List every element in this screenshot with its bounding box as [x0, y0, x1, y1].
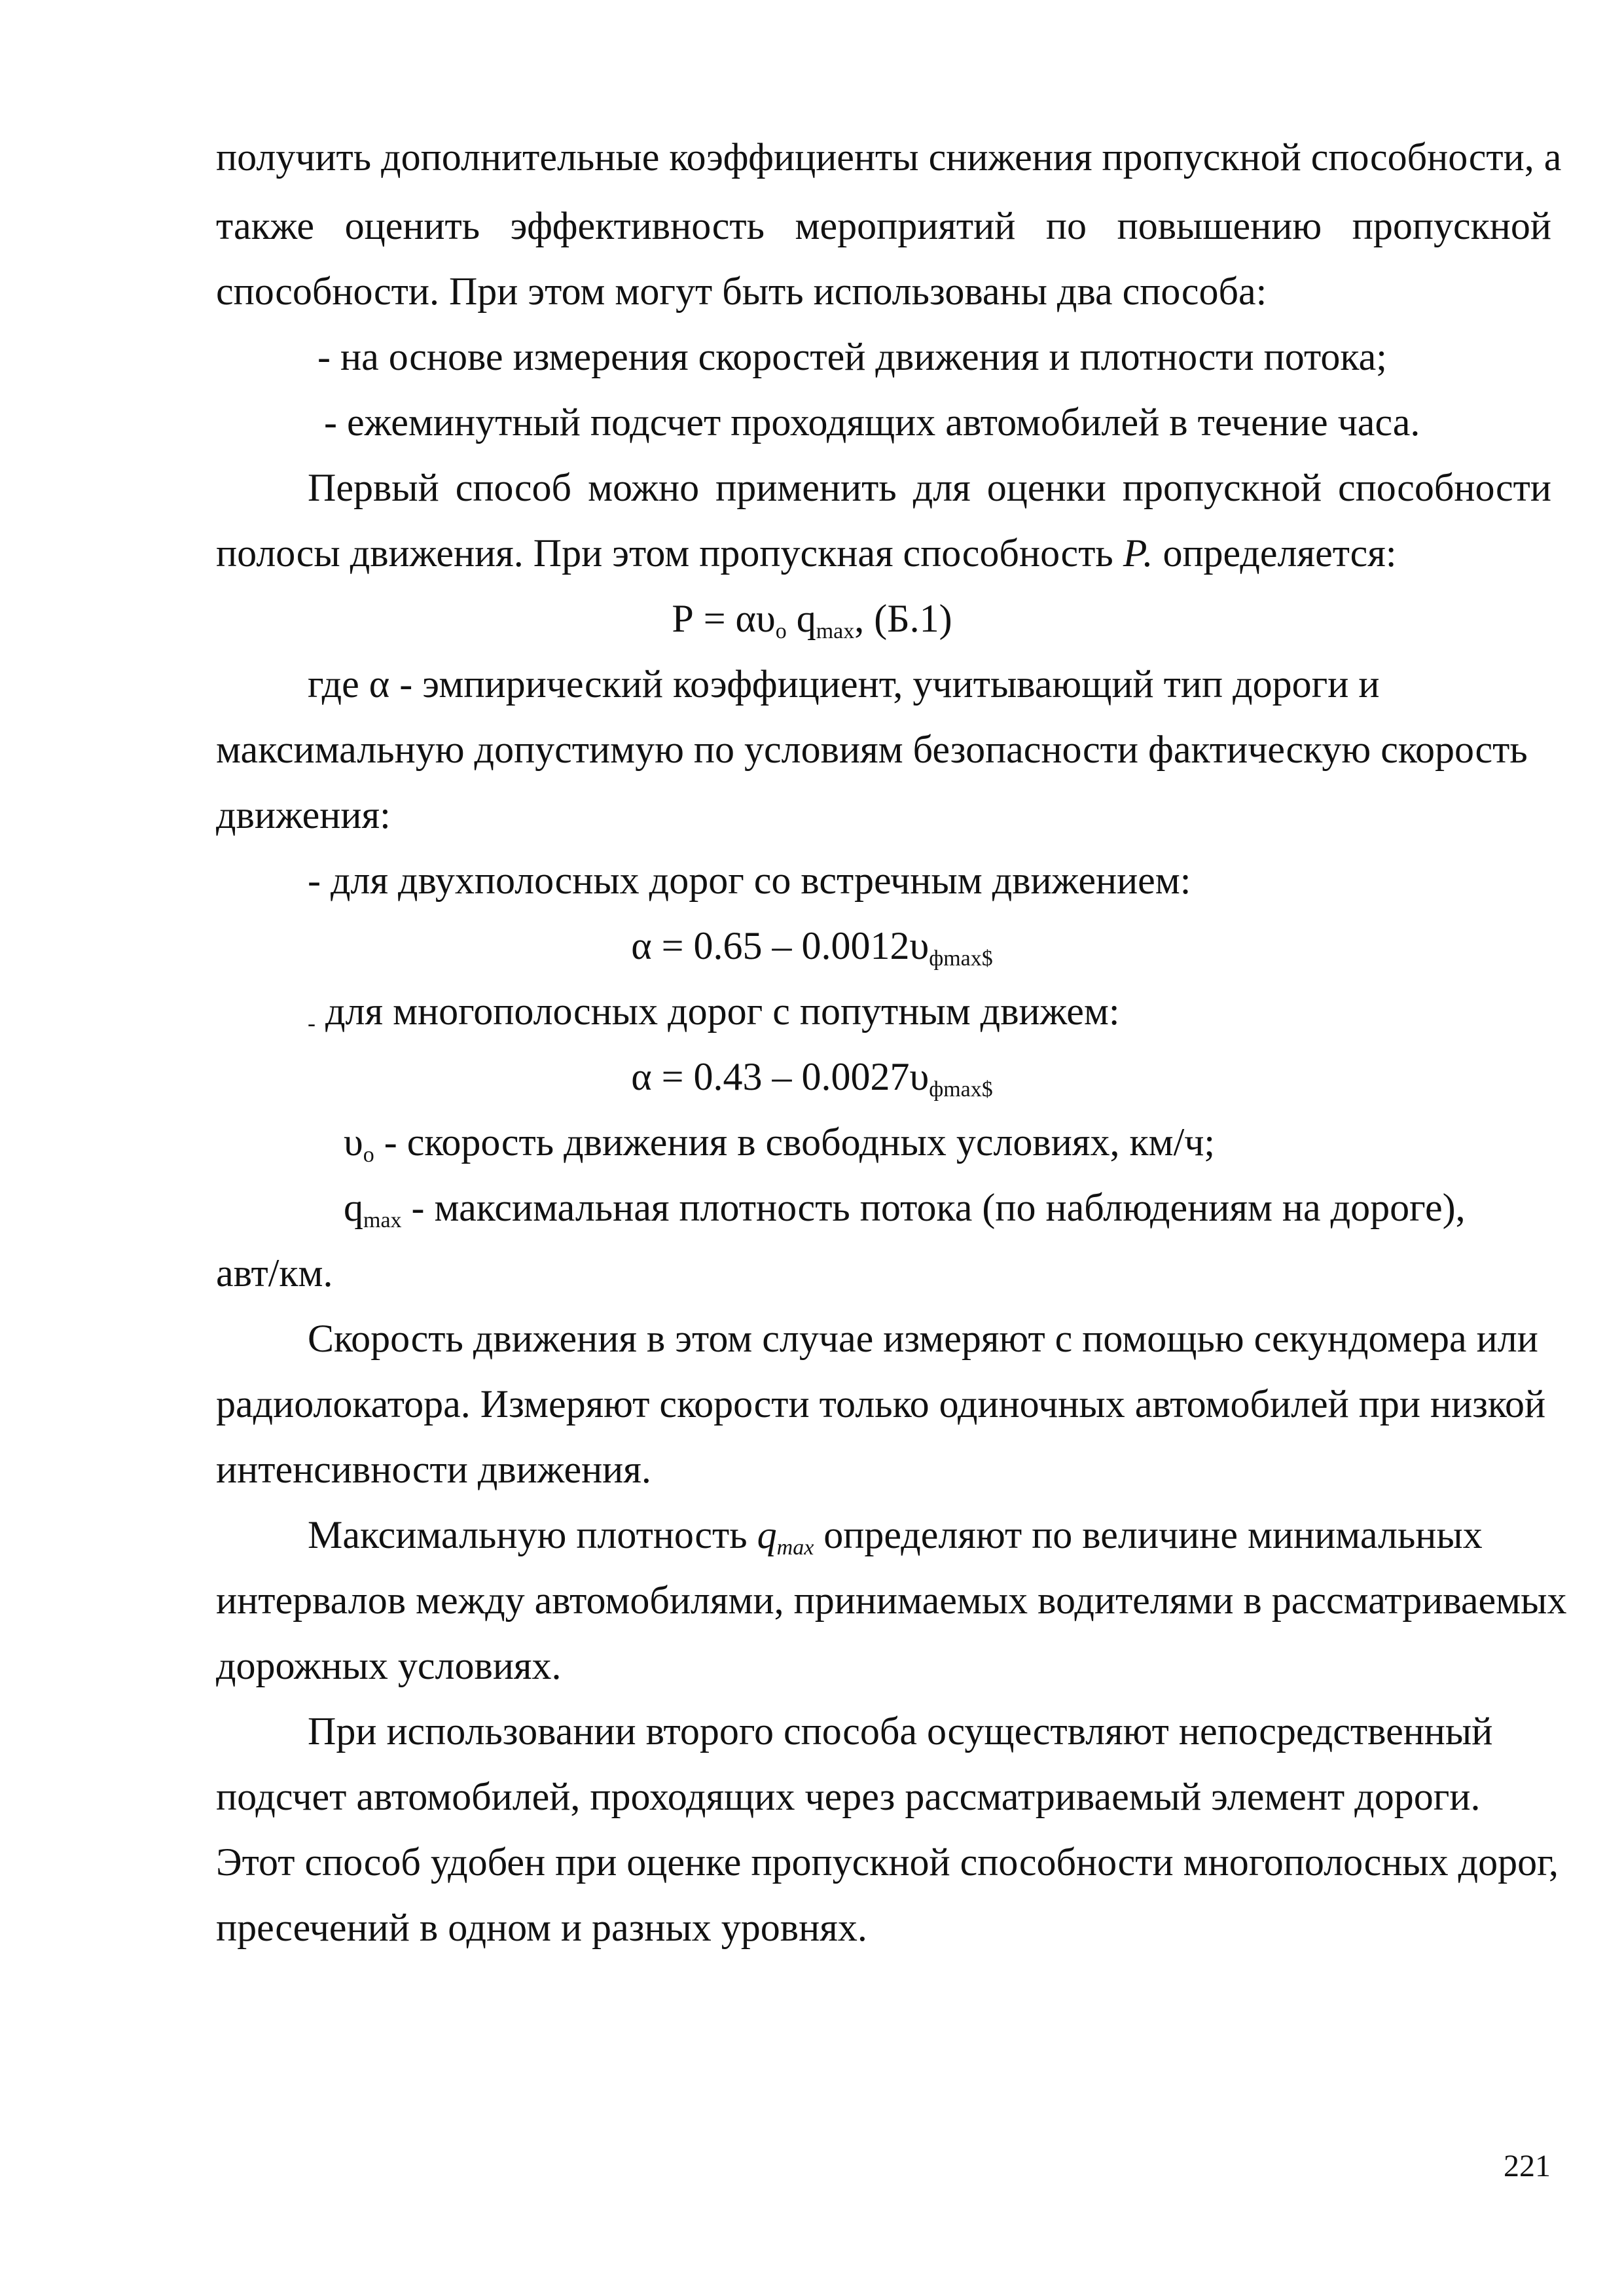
- definition-qmax: [344, 1175, 1624, 1240]
- variable-p: Р.: [1123, 531, 1153, 575]
- text-line: также оценить эффективность мероприятий по повышению пропускной: [216, 204, 1551, 247]
- formula-alpha-two-lane: [0, 913, 1624, 978]
- text-line: [216, 520, 1551, 586]
- text-fragment: Максимальную плотность: [308, 1513, 748, 1556]
- formula-subscript: max: [816, 619, 855, 643]
- formula-subscript: фmax$: [929, 946, 993, 971]
- symbol: q: [344, 1186, 363, 1229]
- list-item: - ежеминутный подсчет проходящих автомобилей в течение часа.: [324, 401, 1420, 444]
- symbol: υ: [344, 1121, 363, 1164]
- text-line: Этот способ удобен при оценке пропускной способности многополосных дорог,: [216, 1840, 1559, 1884]
- page-number: 221: [1504, 2149, 1551, 2183]
- text-line: движения:: [216, 793, 391, 836]
- dash-mark: -: [308, 1010, 316, 1036]
- text-fragment: для многополосных дорог с попутным движем:: [325, 990, 1120, 1033]
- formula-b1: [0, 586, 1624, 651]
- formula-part: α = 0.43 – 0.0027υ: [631, 1055, 929, 1098]
- text-fragment: - скорость движения в свободных условиях, км/ч;: [384, 1121, 1216, 1164]
- list-item: - на основе измерения скоростей движения и плотности потока;: [317, 335, 1387, 378]
- symbol-subscript: max: [776, 1535, 814, 1560]
- formula-part: q: [786, 597, 816, 640]
- paragraph-start: Первый способ можно применить для оценки пропускной способности: [308, 466, 1551, 509]
- formula-subscript: фmax$: [929, 1077, 993, 1102]
- text-line: авт/км.: [216, 1251, 333, 1295]
- symbol: q: [757, 1513, 777, 1556]
- symbol-subscript: max: [363, 1208, 402, 1232]
- text-line: радиолокатора. Измеряют скорости только одиночных автомобилей при низкой: [216, 1382, 1546, 1426]
- text-line: получить дополнительные коэффициенты снижения пропускной способности, а: [216, 135, 1562, 179]
- text-line: способности. При этом могут быть использованы два способа:: [216, 270, 1267, 313]
- text-line: максимальную допустимую по условиям безопасности фактическую скорость: [216, 728, 1528, 771]
- formula-part: α = 0.65 – 0.0012υ: [631, 924, 929, 967]
- text-fragment: - максимальная плотность потока (по наблюдениям на дороге),: [411, 1186, 1466, 1229]
- text-line: дорожных условиях.: [216, 1644, 562, 1687]
- text-line: пресечений в одном и разных уровнях.: [216, 1906, 867, 1949]
- definition-v0: [344, 1109, 1624, 1175]
- text-fragment: определяют по величине минимальных: [823, 1513, 1483, 1556]
- formula-alpha-multi-lane: [0, 1044, 1624, 1109]
- text-line: подсчет автомобилей, проходящих через рассматриваемый элемент дороги.: [216, 1775, 1481, 1818]
- paragraph-start: Скорость движения в этом случае измеряют с помощью секундомера или: [308, 1317, 1538, 1360]
- list-item: - для двухполосных дорог со встречным движением:: [308, 859, 1191, 902]
- formula-part: Р = αυ: [672, 597, 776, 640]
- text-fragment: полосы движения. При этом пропускная способность: [216, 531, 1113, 575]
- paragraph-start: [308, 1502, 1624, 1568]
- text-fragment: определяется:: [1153, 531, 1397, 575]
- text-line: интенсивности движения.: [216, 1448, 651, 1491]
- symbol-subscript: о: [363, 1143, 374, 1167]
- formula-part: , (Б.1): [854, 597, 952, 640]
- paragraph-start: где α - эмпирический коэффициент, учитывающий тип дороги и: [308, 662, 1380, 706]
- paragraph-start: При использовании второго способа осуществляют непосредственный: [308, 1710, 1493, 1753]
- formula-subscript: о: [775, 619, 787, 643]
- text-line: интервалов между автомобилями, принимаемых водителями в рассматриваемых: [216, 1579, 1567, 1622]
